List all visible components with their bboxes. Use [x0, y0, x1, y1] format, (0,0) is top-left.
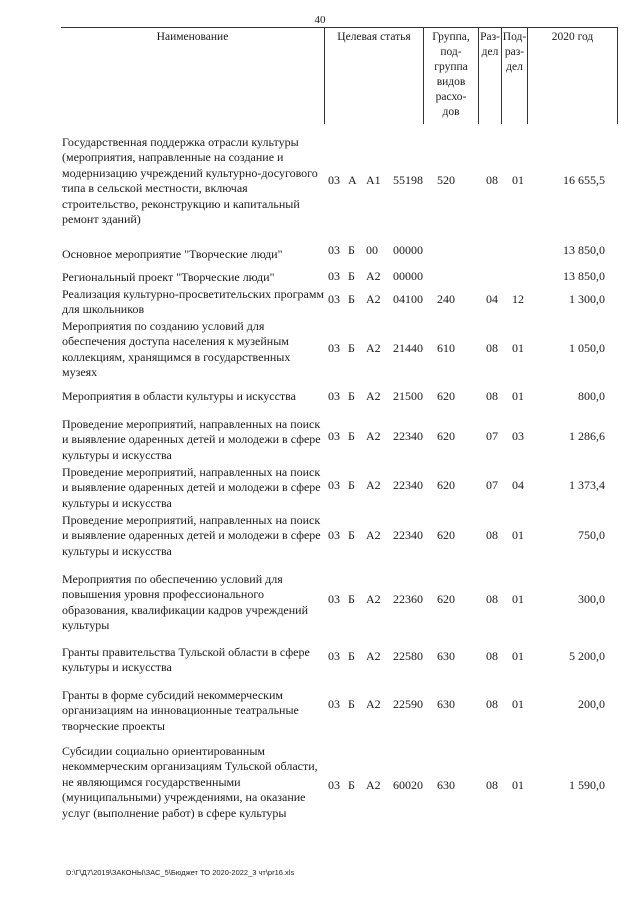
row-group: 620 [437, 389, 455, 403]
row-letter: А [348, 173, 357, 187]
row-direction: 60020 [393, 778, 423, 792]
row-group: 620 [437, 528, 455, 542]
row-name: Мероприятия по обеспечению условий для повышения уровня профессионального образования, квалификации кадров учреждений культуры [62, 572, 309, 633]
row-letter: Б [348, 528, 355, 542]
row-amount: 13 850,0 [563, 269, 605, 283]
row-program: 03 [328, 778, 340, 792]
row-subsection: 04 [512, 478, 524, 492]
row-section: 07 [486, 478, 498, 492]
row-subsection: 01 [512, 778, 524, 792]
row-program: 03 [328, 269, 340, 283]
row-program: 03 [328, 243, 340, 257]
row-values [0, 777, 640, 793]
row-letter: Б [348, 649, 355, 663]
row-values [0, 172, 640, 188]
row-subsection: 12 [512, 292, 524, 306]
row-subsection: 01 [512, 528, 524, 542]
row-section: 08 [486, 649, 498, 663]
row-amount: 1 300,0 [569, 292, 605, 306]
row-type: А2 [366, 389, 381, 403]
row-subsection: 01 [512, 389, 524, 403]
row-program: 03 [328, 292, 340, 306]
row-direction: 22580 [393, 649, 423, 663]
row-type: А2 [366, 269, 381, 283]
row-name: Гранты правительства Тульской области в сфере культуры и искусства [62, 645, 310, 675]
row-name: Государственная поддержка отрасли культуры (мероприятия, направленные на создание и модернизацию учреждений культурно-досугового типа в сельской местности, включая строительство, реконструкцию и капитальный ремонт зданий) [62, 135, 318, 227]
row-type: А1 [366, 173, 381, 187]
row-program: 03 [328, 429, 340, 443]
row-values [0, 477, 640, 493]
row-values [0, 388, 640, 404]
row-amount: 750,0 [578, 528, 605, 542]
row-values [0, 291, 640, 307]
row-direction: 22360 [393, 592, 423, 606]
row-letter: Б [348, 269, 355, 283]
row-section: 07 [486, 429, 498, 443]
row-direction: 00000 [393, 269, 423, 283]
row-program: 03 [328, 528, 340, 542]
header-group-line: группа [434, 61, 468, 73]
row-section: 08 [486, 173, 498, 187]
header-section-line: Раз- [480, 31, 500, 43]
row-direction: 22340 [393, 478, 423, 492]
row-name: Субсидии социально ориентированным некоммерческим организациям Тульской области, не являющимся государственными (муниципальными) учреждениями, на оказание услуг (выполнение работ) в сфере культуры [62, 744, 318, 820]
row-section: 08 [486, 528, 498, 542]
row-subsection: 03 [512, 429, 524, 443]
row-section: 04 [486, 292, 498, 306]
row-values [0, 648, 640, 664]
row-letter: Б [348, 341, 355, 355]
row-type: А2 [366, 478, 381, 492]
header-subsection-line: раз- [504, 46, 525, 58]
row-values [0, 428, 640, 444]
row-type: А2 [366, 528, 381, 542]
row-section: 08 [486, 697, 498, 711]
row-name: Основное мероприятие "Творческие люди" [62, 247, 283, 261]
row-type: А2 [366, 649, 381, 663]
row-type: А2 [366, 292, 381, 306]
row-direction: 55198 [393, 173, 423, 187]
row-section: 08 [486, 389, 498, 403]
row-name: Мероприятия по созданию условий для обеспечения доступа населения к музейным коллекциям, хранящимся в государственных музеях [62, 319, 291, 380]
header-group-line: дов [442, 106, 460, 118]
row-subsection: 01 [512, 173, 524, 187]
page-number: 40 [314, 14, 326, 26]
row-program: 03 [328, 592, 340, 606]
row-section: 08 [486, 592, 498, 606]
row-name: Региональный проект "Творческие люди" [62, 270, 275, 284]
row-direction: 22590 [393, 697, 423, 711]
row-direction: 22340 [393, 429, 423, 443]
row-letter: Б [348, 389, 355, 403]
row-direction: 04100 [393, 292, 423, 306]
row-letter: Б [348, 478, 355, 492]
row-values [0, 268, 640, 284]
row-subsection: 01 [512, 341, 524, 355]
row-group: 520 [437, 173, 455, 187]
row-amount: 13 850,0 [563, 243, 605, 257]
header-target-label: Целевая статья [337, 31, 411, 43]
row-name: Мероприятия в области культуры и искусства [62, 389, 297, 403]
row-program: 03 [328, 649, 340, 663]
row-group: 630 [437, 697, 455, 711]
header-subsection-line: дел [506, 61, 523, 73]
row-direction: 00000 [393, 243, 423, 257]
row-program: 03 [328, 697, 340, 711]
footer-file-path: D:\Г\Д7\2019\ЗАКОНЫ\ЗАС_5\Бюджет ТО 2020-2022_3 чт\pr16.xls [66, 868, 295, 877]
row-letter: Б [348, 243, 355, 257]
row-direction: 21500 [393, 389, 423, 403]
header-group-line: под- [440, 46, 462, 58]
row-amount: 800,0 [578, 389, 605, 403]
row-values [0, 340, 640, 356]
row-type: А2 [366, 697, 381, 711]
row-amount: 16 655,5 [563, 173, 605, 187]
header-section-line: дел [481, 46, 499, 58]
row-group: 610 [437, 341, 455, 355]
row-values [0, 527, 640, 543]
row-letter: Б [348, 429, 355, 443]
row-subsection: 01 [512, 592, 524, 606]
row-letter: Б [348, 592, 355, 606]
row-type: 00 [366, 243, 378, 257]
row-section: 08 [486, 778, 498, 792]
row-amount: 5 200,0 [569, 649, 605, 663]
row-amount: 1 286,6 [569, 429, 605, 443]
row-group: 630 [437, 649, 455, 663]
row-name: Реализация культурно-просветительских программ для школьников [62, 287, 325, 317]
row-direction: 22340 [393, 528, 423, 542]
row-type: А2 [366, 341, 381, 355]
row-program: 03 [328, 478, 340, 492]
row-name: Проведение мероприятий, направленных на поиск и выявление одаренных детей и молодежи в сфере культуры и искусства [62, 465, 321, 510]
row-letter: Б [348, 778, 355, 792]
row-values [0, 591, 640, 607]
row-amount: 1 590,0 [569, 778, 605, 792]
row-name: Проведение мероприятий, направленных на поиск и выявление одаренных детей и молодежи в сфере культуры и искусства [62, 417, 321, 462]
row-values [0, 696, 640, 712]
row-subsection: 01 [512, 649, 524, 663]
row-direction: 21440 [393, 341, 423, 355]
row-name: Гранты в форме субсидий некоммерческим организациям на инновационные театральные творческие проекты [62, 688, 299, 733]
row-letter: Б [348, 697, 355, 711]
row-type: А2 [366, 778, 381, 792]
row-program: 03 [328, 389, 340, 403]
row-amount: 200,0 [578, 697, 605, 711]
row-name: Проведение мероприятий, направленных на поиск и выявление одаренных детей и молодежи в сфере культуры и искусства [62, 513, 321, 558]
header-name-label: Наименование [156, 31, 229, 43]
row-program: 03 [328, 341, 340, 355]
row-group: 620 [437, 592, 455, 606]
row-amount: 1 373,4 [569, 478, 605, 492]
row-amount: 300,0 [578, 592, 605, 606]
row-subsection: 01 [512, 697, 524, 711]
row-group: 240 [437, 292, 455, 306]
row-amount: 1 050,0 [569, 341, 605, 355]
header-group-line: видов [436, 76, 466, 88]
row-type: А2 [366, 592, 381, 606]
row-group: 620 [437, 429, 455, 443]
header-group-line: расхо- [435, 91, 467, 103]
row-values [0, 242, 640, 258]
row-section: 08 [486, 341, 498, 355]
row-group: 630 [437, 778, 455, 792]
header-year-label: 2020 год [551, 31, 594, 43]
header-group-line: Группа, [432, 31, 470, 43]
header-subsection-line: Под- [502, 31, 527, 43]
row-letter: Б [348, 292, 355, 306]
row-group: 620 [437, 478, 455, 492]
row-program: 03 [328, 173, 340, 187]
row-type: А2 [366, 429, 381, 443]
